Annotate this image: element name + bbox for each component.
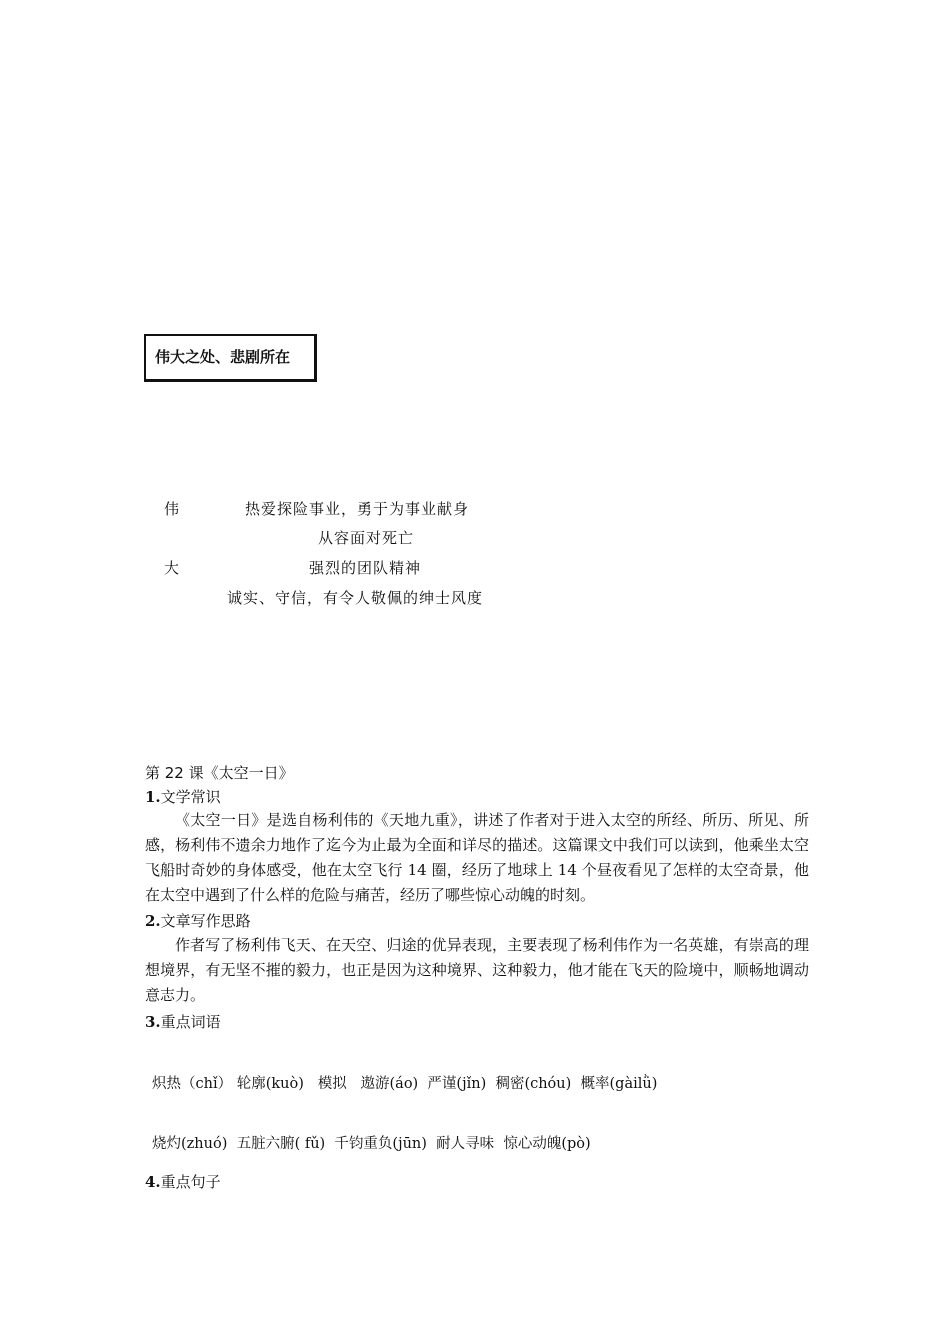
section-number: 4. bbox=[145, 1173, 161, 1191]
vocab-line: 炽热（chǐ） 轮廓(kuò) 模拟 遨游(áo) 严谨(jǐn) 稠密(chóu) 概率(gàilǜ) bbox=[152, 1076, 658, 1092]
diagram-item: 从容面对死亡 bbox=[318, 529, 415, 547]
section-heading bbox=[145, 786, 221, 807]
diagram-item: 热爱探险事业，勇于为事业献身 bbox=[245, 500, 470, 518]
section-heading bbox=[145, 1011, 221, 1032]
diagram-item: 诚实、守信，有令人敬佩的绅士风度 bbox=[227, 589, 484, 607]
boxed-section-title: 伟大之处、悲剧所在 bbox=[144, 334, 317, 382]
diagram-item: 强烈的团队精神 bbox=[309, 559, 422, 577]
diagram-left-char-bottom: 大 bbox=[164, 559, 181, 577]
section-heading-text: 重点词语 bbox=[160, 1013, 221, 1031]
section-paragraph: 《太空一日》是选自杨利伟的《天地九重》，讲述了作者对于进入太空的所经、所历、所见、所感，杨利伟不遗余力地作了迄今为止最为全面和详尽的描述。这篇课文中我们可以读到，他乘坐太空飞船时奇妙的身体感受，他在太空飞行 14 圈，经历了地球上 14 个昼夜看见了怎样的太空奇景，他在太空中遇到了什么样的危险与痛苦，经历了哪些惊心动魄的时刻。 bbox=[145, 811, 809, 904]
section-heading bbox=[145, 910, 251, 931]
lesson-title: 第 22 课《太空一日》 bbox=[145, 764, 294, 782]
section-heading-text: 重点句子 bbox=[160, 1173, 221, 1191]
vocab-line: 烧灼(zhuó) 五脏六腑( fǔ) 千钧重负(jūn) 耐人寻味 惊心动魄(pò) bbox=[152, 1136, 591, 1152]
section-number: 2. bbox=[145, 912, 161, 930]
section-heading bbox=[145, 1171, 221, 1192]
section-heading-text: 文章写作思路 bbox=[160, 912, 251, 930]
section-number: 3. bbox=[145, 1013, 161, 1031]
section-paragraph: 作者写了杨利伟飞天、在天空、归途的优异表现，主要表现了杨利伟作为一名英雄，有崇高的理想境界，有无坚不摧的毅力，也正是因为这种境界、这种毅力，他才能在飞天的险境中，顺畅地调动意志力。 bbox=[145, 936, 809, 1004]
diagram-left-char-top: 伟 bbox=[164, 500, 181, 518]
section-number: 1. bbox=[145, 788, 161, 806]
section-heading-text: 文学常识 bbox=[160, 788, 221, 806]
